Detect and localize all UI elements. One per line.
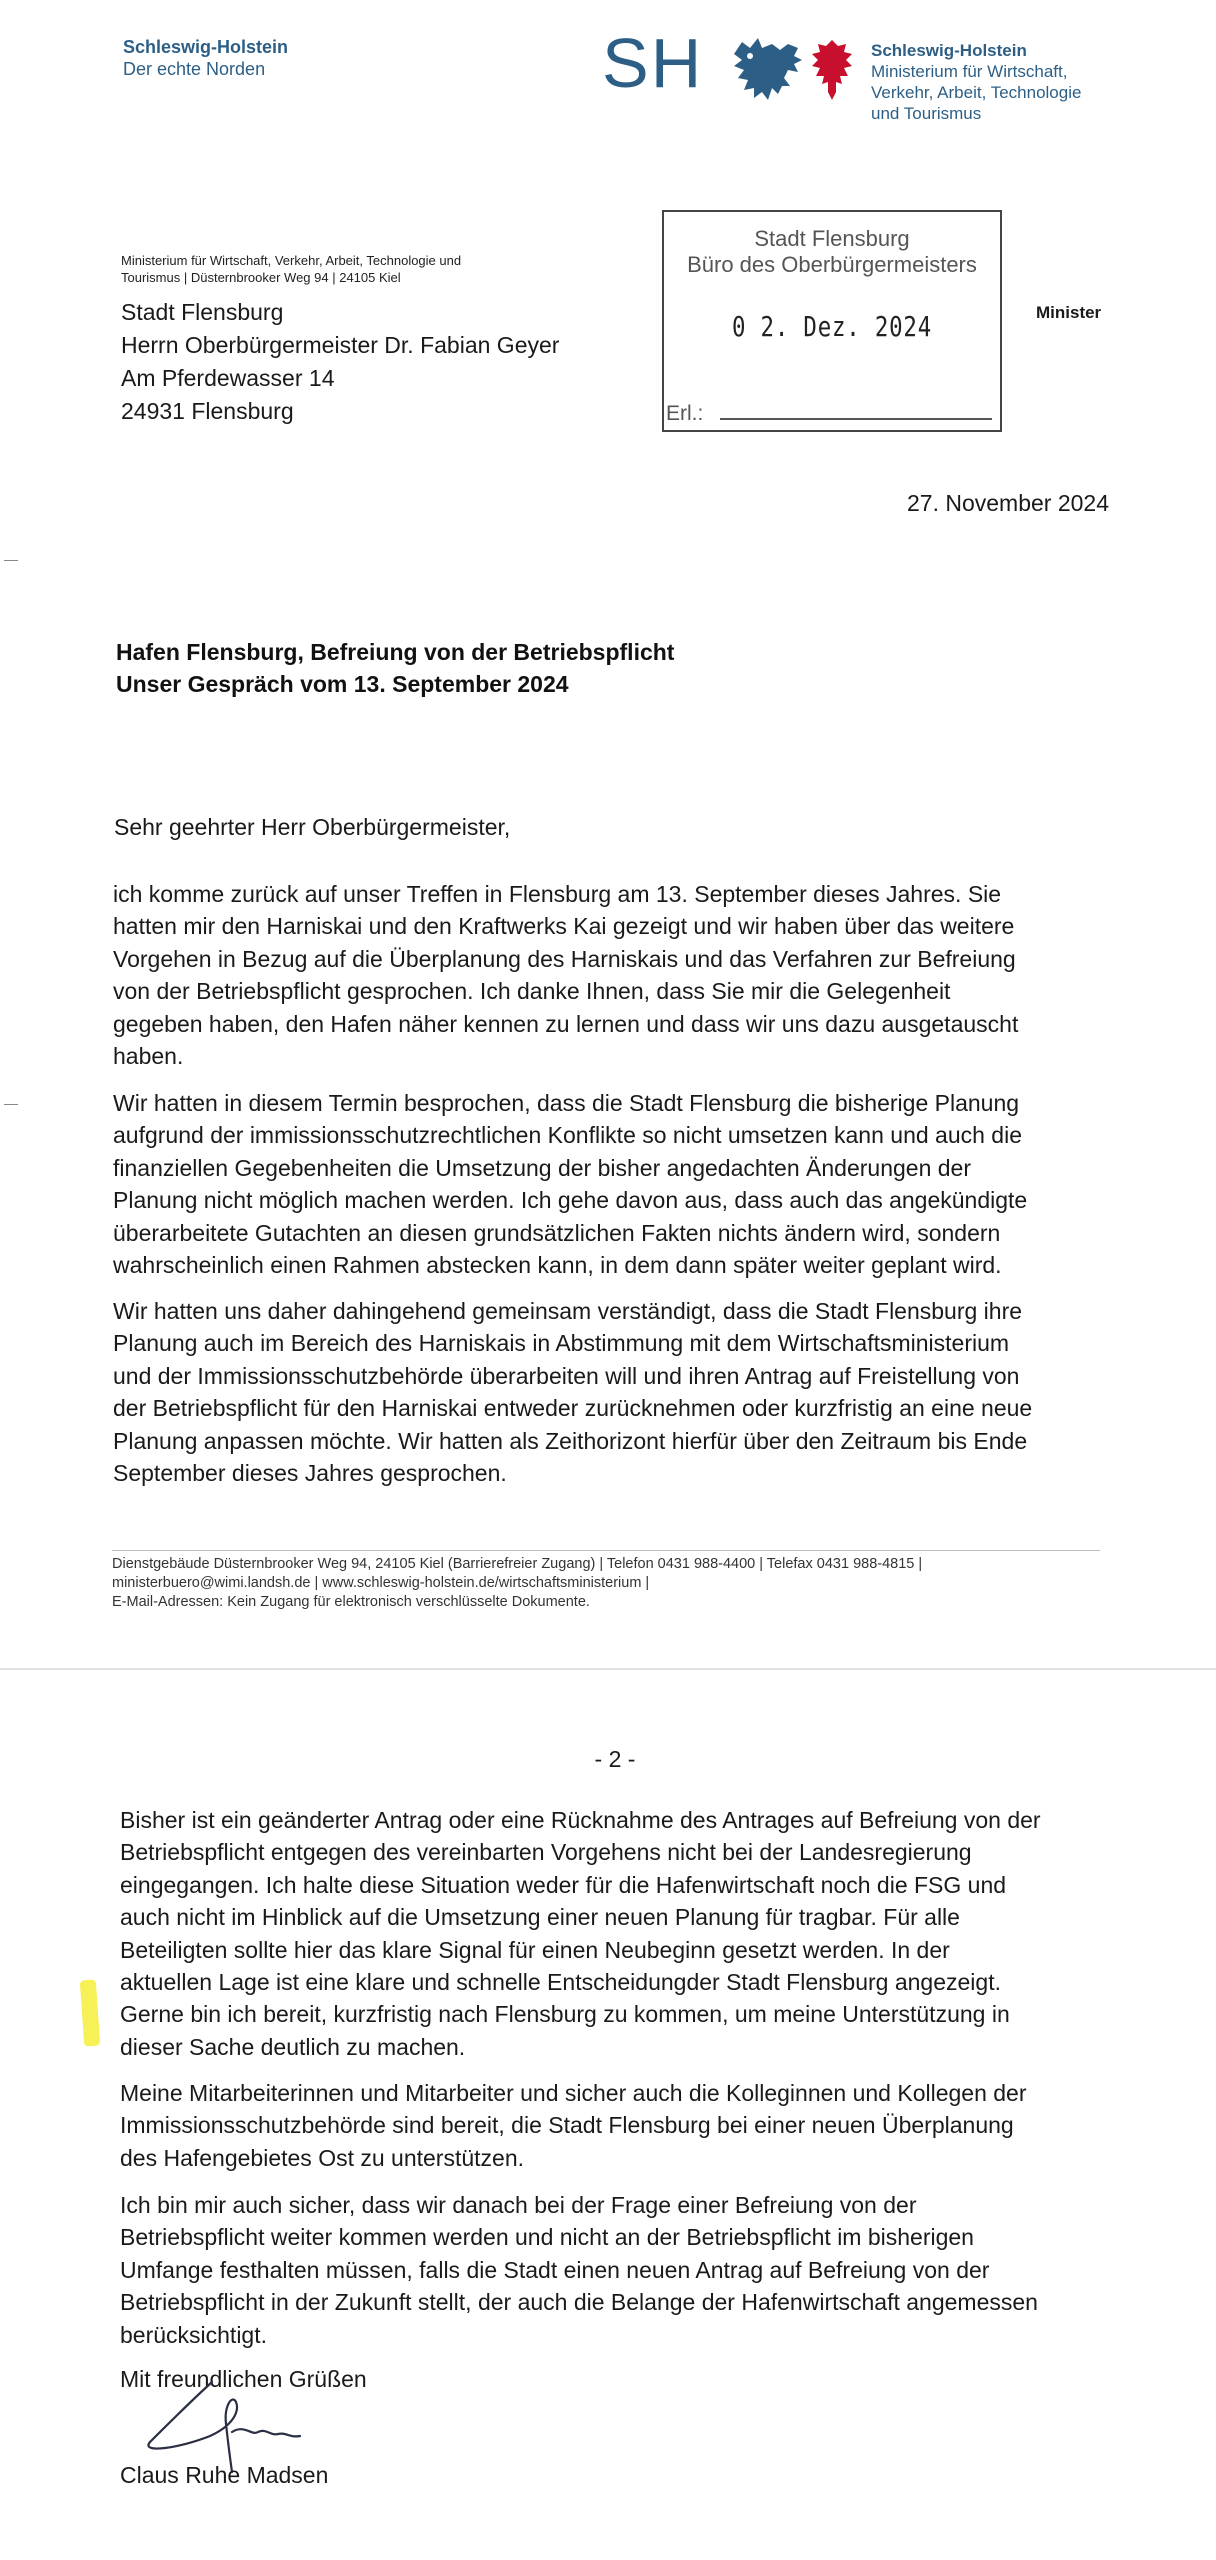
sender-line-2: Tourismus | Düsternbrooker Weg 94 | 24105 Kiel [121, 270, 401, 285]
recipient-line-4: 24931 Flensburg [121, 398, 294, 424]
text-line: Betriebspflicht entgegen des vereinbarten Vorgehens nicht bei der Landesregierung [120, 1839, 972, 1866]
text-line: Planung anpassen möchte. Wir hatten als Zeithorizont hierfür über den Zeitraum bis Ende [113, 1427, 1028, 1454]
text-line: Immissionsschutzbehörde sind bereit, die Stadt Flensburg bei einer neuen Überplanung [120, 2112, 1014, 2139]
paragraph-5 [120, 2077, 1120, 2174]
text-line: gegeben haben, den Hafen näher kennen zu lernen und dass wir uns dazu ausgetauscht [113, 1010, 1019, 1037]
ministry-name [871, 40, 1081, 124]
closing-formula: Mit freundlichen Grüßen [120, 2366, 367, 2392]
brand-slogan: Der echte Norden [123, 59, 266, 79]
brand-tagline [123, 36, 288, 80]
sender-return-address [121, 252, 581, 286]
text-line: Betriebspflicht in der Zukunft stellt, der auch die Belange der Hafenwirtschaft angemessen [120, 2289, 1038, 2316]
stamp-line-1: Stadt Flensburg [754, 226, 910, 251]
footer-line-1: Dienstgebäude Düsternbrooker Weg 94, 24105 Kiel (Barrierefreier Zugang) | Telefon 0431 988-4400 | Telefax 0431 988-4815 | [112, 1556, 923, 1572]
text-line: Gerne bin ich bereit, kurzfristig nach Flensburg zu kommen, um meine Unterstützung in [120, 2001, 1010, 2028]
text-line: auch nicht im Hinblick auf die Umsetzung einer neuen Planung für tragbar. Für alle [120, 1904, 960, 1931]
fold-mark-middle [4, 1104, 18, 1105]
stamp-erl-line [720, 418, 992, 420]
text-line: September dieses Jahres gesprochen. [113, 1460, 507, 1487]
paragraph-1 [113, 878, 1113, 1072]
brand-state-name: Schleswig-Holstein [123, 37, 289, 57]
paragraph-3 [113, 1295, 1113, 1489]
lion-icon [728, 34, 808, 106]
text-line: Planung auch im Bereich des Harniskais in Abstimmung mit dem Wirtschaftsministerium [113, 1330, 1010, 1357]
text-line: aufgrund der immissionsschutzrechtlichen Konflikte so nicht umsetzen kann und auch die [113, 1122, 1022, 1149]
text-line: haben. [113, 1043, 184, 1070]
letter-date: 27. November 2024 [906, 490, 1109, 516]
subject [116, 636, 674, 700]
stamp-erl-label: Erl.: [666, 402, 704, 425]
footer-line-3: E-Mail-Adressen: Kein Zugang für elektronisch verschlüsselte Dokumente. [112, 1594, 590, 1610]
sender-line-1: Ministerium für Wirtschaft, Verkehr, Arbeit, Technologie und [121, 253, 462, 268]
text-line: Bisher ist ein geänderter Antrag oder eine Rücknahme des Antrages auf Befreiung von der [120, 1807, 1041, 1833]
minister-label: Minister [1036, 303, 1102, 322]
text-line: hatten mir den Harniskai und den Kraftwerks Kai gezeigt und wir haben über das weitere [113, 913, 1015, 940]
text-line: finanziellen Gegebenheiten die Umsetzung der bisher angedachten Änderungen der [113, 1154, 971, 1181]
text-line: des Hafengebietes Ost zu unterstützen. [120, 2144, 525, 2171]
text-line: eingegangen. Ich halte diese Situation weder für die Hafenwirtschaft noch die FSG und [120, 1871, 1007, 1898]
ministry-line-4: und Tourismus [871, 104, 982, 123]
ministry-state: Schleswig-Holstein [871, 41, 1027, 60]
salutation: Sehr geehrter Herr Oberbürgermeister, [114, 814, 511, 840]
recipient-line-1: Stadt Flensburg [121, 299, 284, 325]
text-line: und der Immissionsschutzbehörde überarbeiten will und ihren Antrag auf Freistellung von [113, 1362, 1020, 1389]
signer-name: Claus Ruhe Madsen [120, 2462, 329, 2488]
text-line: Wir hatten in diesem Termin besprochen, dass die Stadt Flensburg die bisherige Planung [113, 1090, 1020, 1116]
ministry-line-2: Ministerium für Wirtschaft, [871, 62, 1068, 81]
page-number: - 2 - [594, 1746, 636, 1772]
text-line: der Betriebspflicht für den Harniskai entweder zurücknehmen oder kurzfristig an eine neue [113, 1395, 1033, 1422]
text-line: Vorgehen in Bezug auf die Überplanung des Harniskais und das Verfahren zur Befreiung [113, 945, 1016, 972]
text-line: von der Betriebspflicht gesprochen. Ich danke Ihnen, dass Sie mir die Gelegenheit [113, 978, 951, 1005]
text-line: dieser Sache deutlich zu machen. [120, 2033, 466, 2060]
recipient-line-3: Am Pferdewasser 14 [121, 365, 335, 391]
stamp-date: 0 2. Dez. 2024 [731, 310, 932, 343]
text-line: Meine Mitarbeiterinnen und Mitarbeiter und sicher auch die Kolleginnen und Kollegen der [120, 2080, 1027, 2106]
paragraph-6 [120, 2189, 1120, 2351]
text-line: Umfange festhalten müssen, falls die Stadt einen neuen Antrag auf Befreiung von der [120, 2256, 990, 2283]
subject-line-2: Unser Gespräch vom 13. September 2024 [116, 671, 569, 697]
letter-footer [112, 1555, 922, 1612]
text-line: Planung nicht möglich machen werden. Ich gehe davon aus, dass auch das angekündigte [113, 1187, 1028, 1214]
text-line: ich komme zurück auf unser Treffen in Flensburg am 13. September dieses Jahres. Sie [113, 881, 1002, 907]
page-separator [0, 1668, 1216, 1670]
text-line: Ich bin mir auch sicher, dass wir danach bei der Frage einer Befreiung von der [120, 2192, 917, 2218]
ministry-line-3: Verkehr, Arbeit, Technologie [871, 83, 1082, 102]
recipient-address [121, 296, 559, 428]
stamp-header [664, 226, 1000, 278]
stamp-line-2: Büro des Oberbürgermeisters [687, 252, 977, 277]
footer-line-2: ministerbuero@wimi.landsh.de | www.schleswig-holstein.de/wirtschaftsministerium | [112, 1575, 650, 1591]
text-line: Wir hatten uns daher dahingehend gemeinsam verständigt, dass die Stadt Flensburg ihre [113, 1298, 1023, 1324]
text-line: aktuellen Lage ist eine klare und schnelle Entscheidungder Stadt Flensburg angezeigt. [120, 1969, 1001, 1996]
recipient-line-2: Herrn Oberbürgermeister Dr. Fabian Geyer [121, 332, 560, 358]
sh-logo: SH [602, 24, 704, 102]
text-line: berücksichtigt. [120, 2321, 268, 2348]
fold-mark-top [4, 560, 18, 561]
text-line: wahrscheinlich einen Rahmen abstecken kann, in dem dann später weiter geplant wird. [113, 1252, 1002, 1279]
subject-line-1: Hafen Flensburg, Befreiung von der Betriebspflicht [116, 639, 675, 665]
paragraph-4 [120, 1804, 1120, 2063]
received-stamp [662, 210, 1002, 432]
text-line: Beteiligten sollte hier das klare Signal für einen Neubeginn gesetzt werden. In der [120, 1936, 950, 1963]
footer-divider [112, 1550, 1100, 1551]
paragraph-2 [113, 1087, 1113, 1281]
text-line: Betriebspflicht weiter kommen werden und nicht an der Betriebspflicht im bisherigen [120, 2224, 974, 2251]
nettle-leaf-icon [810, 38, 854, 102]
text-line: überarbeitete Gutachten an diesen grundsätzlichen Fakten nichts ändern wird, sondern [113, 1219, 1001, 1246]
